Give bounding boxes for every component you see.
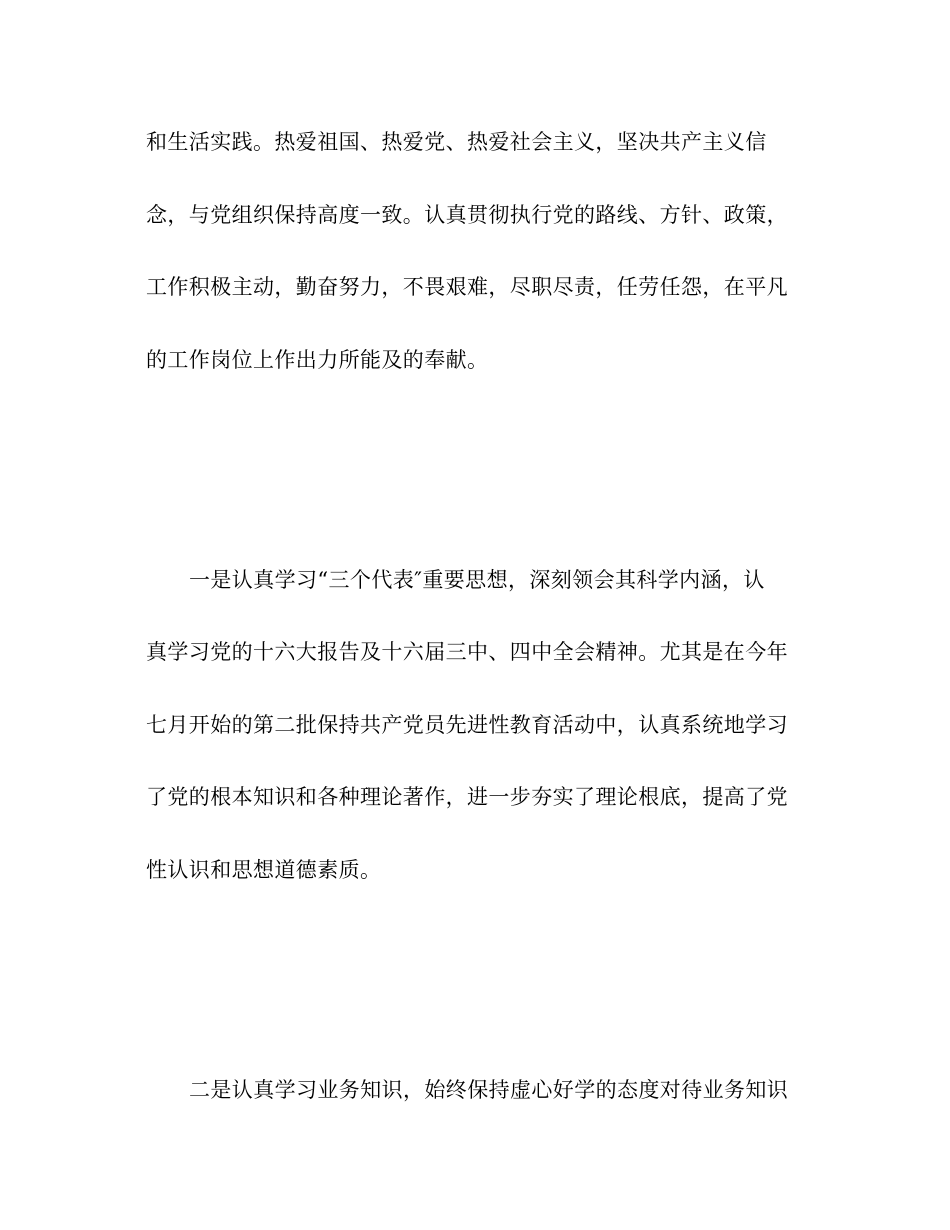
paragraph-1-line-3: 工作积极主动，勤奋努力，不畏艰难，尽职尽责，任劳任怨，在平凡 <box>146 275 788 299</box>
paragraph-2-line-5: 性认识和思想道德素质。 <box>146 858 382 882</box>
paragraph-1-line-1: 和生活实践。热爱祖国、热爱党、热爱社会主义，坚决共产主义信 <box>146 130 767 154</box>
paragraph-2-line-4: 了党的根本知识和各种理论著作，进一步夯实了理论根底，提高了党 <box>146 785 788 809</box>
paragraph-2-line-3: 七月开始的第二批保持共产党员先进性教育活动中，认真系统地学习 <box>146 713 788 737</box>
paragraph-1-line-2: 念，与党组织保持高度一致。认真贯彻执行党的路线、方针、政策， <box>146 203 788 227</box>
paragraph-2-line-2: 真学习党的十六大报告及十六届三中、四中全会精神。尤其是在今年 <box>146 640 788 664</box>
paragraph-3-line-1: 二是认真学习业务知识，始终保持虚心好学的态度对待业务知识 <box>189 1078 789 1102</box>
paragraph-2-line-1: 一是认真学习“三个代表″重要思想，深刻领会其科学内涵，认 <box>189 568 765 592</box>
paragraph-1-line-4: 的工作岗位上作出力所能及的奉献。 <box>146 348 489 372</box>
